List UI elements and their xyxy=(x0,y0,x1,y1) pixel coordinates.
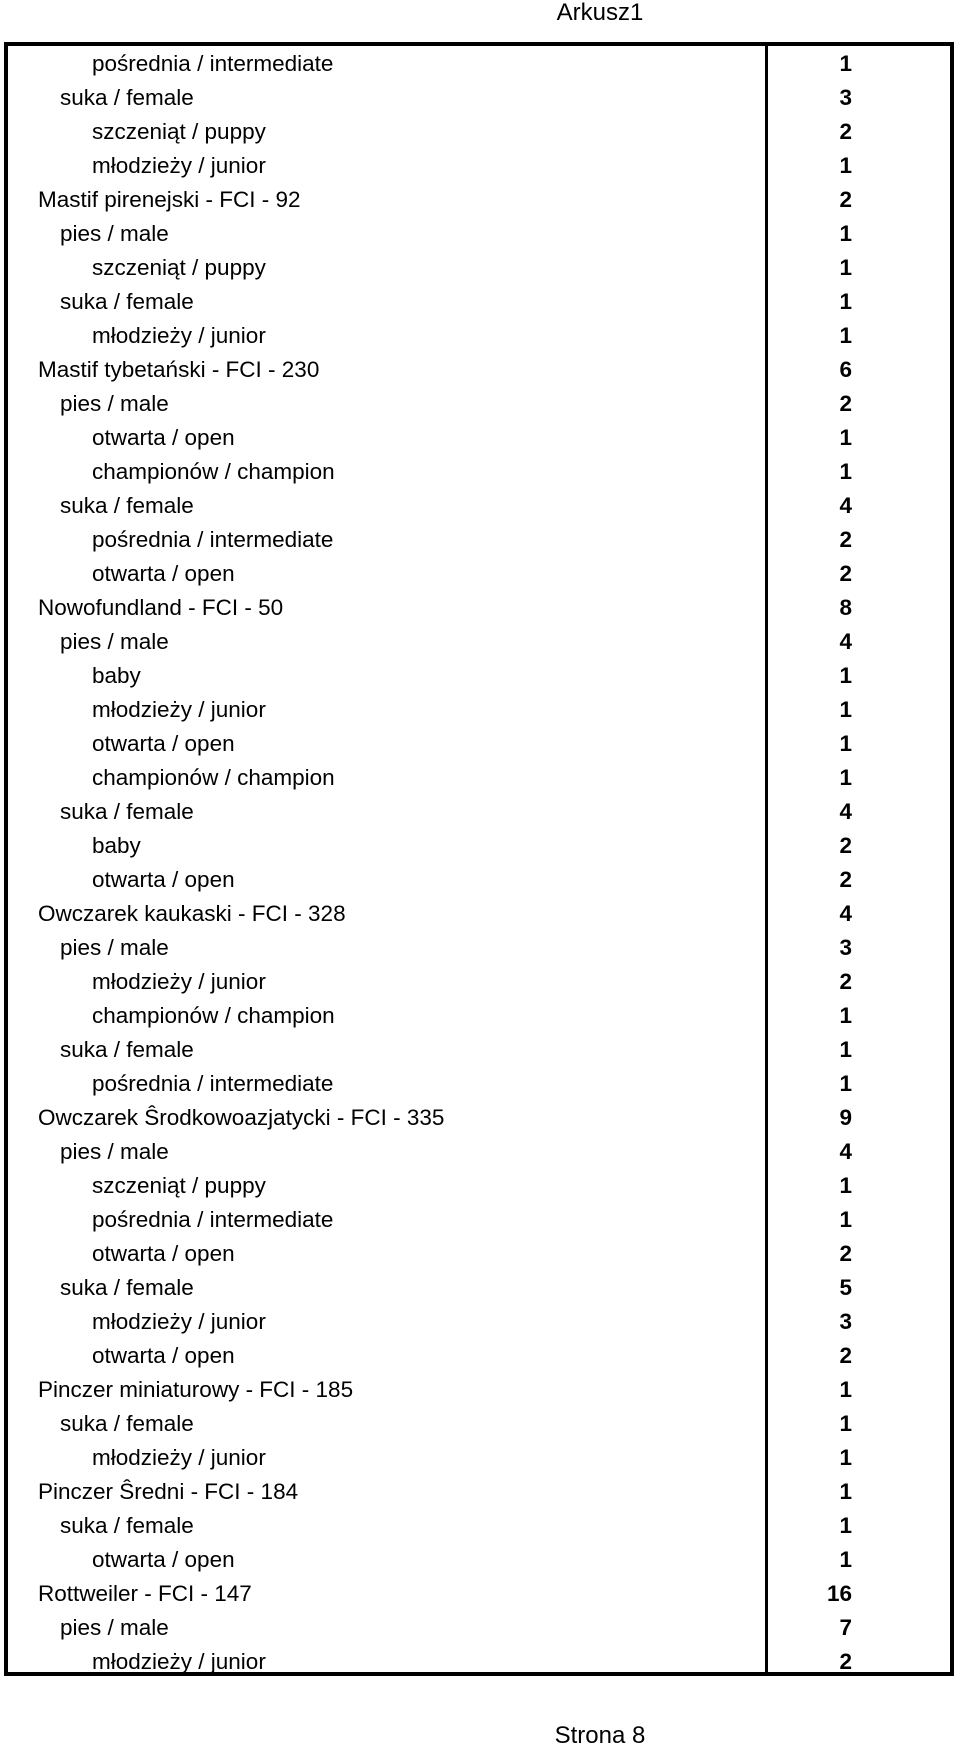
row-count: 1 xyxy=(839,1445,852,1470)
class-row xyxy=(8,727,950,761)
row-count: 1 xyxy=(839,1513,852,1538)
row-count: 4 xyxy=(839,1139,852,1164)
class-row xyxy=(8,1067,950,1101)
row-count: 2 xyxy=(839,1241,852,1266)
row-label: młodzieży / junior xyxy=(92,1649,266,1674)
class-row xyxy=(8,1169,950,1203)
class-row xyxy=(8,1441,950,1475)
row-count: 1 xyxy=(839,1377,852,1402)
row-count: 1 xyxy=(839,663,852,688)
row-label: szczeniąt / puppy xyxy=(92,1173,266,1198)
row-label: otwarta / open xyxy=(92,1343,235,1368)
row-count: 1 xyxy=(839,153,852,178)
row-label: otwarta / open xyxy=(92,1241,235,1266)
row-count: 1 xyxy=(839,289,852,314)
row-label: suka / female xyxy=(60,1411,194,1436)
class-row xyxy=(8,421,950,455)
class-row xyxy=(8,1543,950,1577)
row-count: 1 xyxy=(839,1173,852,1198)
breed-row xyxy=(8,591,950,625)
row-count: 2 xyxy=(839,867,852,892)
row-label: młodzieży / junior xyxy=(92,323,266,348)
row-count: 1 xyxy=(839,51,852,76)
class-row xyxy=(8,829,950,863)
row-label: Pinczer Ŝredni - FCI - 184 xyxy=(38,1479,299,1504)
row-label: młodzieży / junior xyxy=(92,697,266,722)
row-count: 6 xyxy=(839,357,852,382)
class-row xyxy=(8,1237,950,1271)
sex-row xyxy=(8,1509,950,1543)
row-count: 1 xyxy=(839,1037,852,1062)
class-row xyxy=(8,149,950,183)
row-count: 1 xyxy=(839,1479,852,1504)
row-label: pies / male xyxy=(60,1139,169,1164)
row-label: Mastif tybetański - FCI - 230 xyxy=(38,357,320,382)
breed-row xyxy=(8,183,950,217)
row-count: 3 xyxy=(839,85,852,110)
row-count: 7 xyxy=(839,1615,852,1640)
sex-row xyxy=(8,795,950,829)
breed-row xyxy=(8,353,950,387)
row-count: 1 xyxy=(839,1547,852,1572)
table-rows xyxy=(8,47,950,1679)
row-count: 1 xyxy=(839,221,852,246)
class-row xyxy=(8,659,950,693)
row-label: pies / male xyxy=(60,629,169,654)
row-count: 1 xyxy=(839,425,852,450)
row-label: suka / female xyxy=(60,1275,194,1300)
class-row xyxy=(8,557,950,591)
breed-row xyxy=(8,1475,950,1509)
row-count: 2 xyxy=(839,119,852,144)
row-count: 2 xyxy=(839,1343,852,1368)
row-label: pies / male xyxy=(60,935,169,960)
row-label: championów / champion xyxy=(92,459,335,484)
class-row xyxy=(8,115,950,149)
class-row xyxy=(8,47,950,81)
row-label: pies / male xyxy=(60,391,169,416)
sex-row xyxy=(8,625,950,659)
breed-row xyxy=(8,1577,950,1611)
breed-row xyxy=(8,897,950,931)
row-label: Mastif pirenejski - FCI - 92 xyxy=(38,187,301,212)
row-label: szczeniąt / puppy xyxy=(92,119,266,144)
row-count: 2 xyxy=(839,527,852,552)
row-label: otwarta / open xyxy=(92,561,235,586)
row-label: suka / female xyxy=(60,799,194,824)
row-label: suka / female xyxy=(60,1513,194,1538)
row-count: 5 xyxy=(839,1275,852,1300)
row-count: 1 xyxy=(839,765,852,790)
row-count: 2 xyxy=(839,561,852,586)
sheet-title: Arkusz1 xyxy=(556,0,644,26)
class-row xyxy=(8,1203,950,1237)
row-label: suka / female xyxy=(60,493,194,518)
row-label: Pinczer miniaturowy - FCI - 185 xyxy=(38,1377,354,1402)
row-count: 4 xyxy=(839,799,852,824)
class-row xyxy=(8,999,950,1033)
row-label: Owczarek kaukaski - FCI - 328 xyxy=(38,901,346,926)
row-label: szczeniąt / puppy xyxy=(92,255,266,280)
class-row xyxy=(8,693,950,727)
row-count: 1 xyxy=(839,697,852,722)
sex-row xyxy=(8,285,950,319)
row-count: 1 xyxy=(839,731,852,756)
class-row xyxy=(8,965,950,999)
page-footer: Strona 8 xyxy=(554,1722,646,1749)
row-count: 1 xyxy=(839,1411,852,1436)
row-label: otwarta / open xyxy=(92,731,235,756)
row-count: 1 xyxy=(839,1003,852,1028)
sex-row xyxy=(8,1033,950,1067)
sex-row xyxy=(8,1135,950,1169)
class-row xyxy=(8,761,950,795)
row-count: 4 xyxy=(839,629,852,654)
sex-row xyxy=(8,1271,950,1305)
class-row xyxy=(8,523,950,557)
row-count: 2 xyxy=(839,187,852,212)
row-label: suka / female xyxy=(60,85,194,110)
row-label: championów / champion xyxy=(92,765,335,790)
row-label: Nowofundland - FCI - 50 xyxy=(38,595,284,620)
row-label: Rottweiler - FCI - 147 xyxy=(38,1581,252,1606)
row-count: 3 xyxy=(839,1309,852,1334)
row-label: młodzieży / junior xyxy=(92,969,266,994)
row-count: 4 xyxy=(839,901,852,926)
breed-row xyxy=(8,1101,950,1135)
row-label: młodzieży / junior xyxy=(92,1309,266,1334)
row-count: 9 xyxy=(839,1105,852,1130)
row-count: 2 xyxy=(839,833,852,858)
sex-row xyxy=(8,217,950,251)
sex-row xyxy=(8,931,950,965)
row-label: młodzieży / junior xyxy=(92,153,266,178)
row-count: 2 xyxy=(839,969,852,994)
row-label: pies / male xyxy=(60,221,169,246)
sex-row xyxy=(8,1407,950,1441)
row-count: 3 xyxy=(839,935,852,960)
sex-row xyxy=(8,489,950,523)
row-label: pośrednia / intermediate xyxy=(92,1071,334,1096)
row-label: suka / female xyxy=(60,1037,194,1062)
row-label: otwarta / open xyxy=(92,867,235,892)
class-row xyxy=(8,863,950,897)
row-count: 1 xyxy=(839,459,852,484)
class-row xyxy=(8,319,950,353)
row-label: championów / champion xyxy=(92,1003,335,1028)
row-count: 4 xyxy=(839,493,852,518)
row-label: pośrednia / intermediate xyxy=(92,527,334,552)
row-label: Owczarek Ŝrodkowoazjatycki - FCI - 335 xyxy=(38,1105,445,1130)
row-count: 8 xyxy=(839,595,852,620)
row-label: otwarta / open xyxy=(92,425,235,450)
sex-row xyxy=(8,387,950,421)
row-count: 1 xyxy=(839,255,852,280)
row-label: baby xyxy=(92,663,141,688)
row-count: 1 xyxy=(839,323,852,348)
sex-row xyxy=(8,81,950,115)
sex-row xyxy=(8,1611,950,1645)
breed-row xyxy=(8,1373,950,1407)
row-count: 1 xyxy=(839,1207,852,1232)
row-count: 2 xyxy=(839,391,852,416)
class-row xyxy=(8,1339,950,1373)
row-count: 16 xyxy=(826,1581,852,1606)
row-label: pośrednia / intermediate xyxy=(92,51,334,76)
row-label: otwarta / open xyxy=(92,1547,235,1572)
row-label: baby xyxy=(92,833,141,858)
row-count: 1 xyxy=(839,1071,852,1096)
row-label: suka / female xyxy=(60,289,194,314)
entries-table xyxy=(4,42,954,1676)
row-count: 2 xyxy=(839,1649,852,1674)
row-label: pośrednia / intermediate xyxy=(92,1207,334,1232)
class-row xyxy=(8,1645,950,1679)
class-row xyxy=(8,1305,950,1339)
row-label: młodzieży / junior xyxy=(92,1445,266,1470)
row-label: pies / male xyxy=(60,1615,169,1640)
class-row xyxy=(8,455,950,489)
class-row xyxy=(8,251,950,285)
